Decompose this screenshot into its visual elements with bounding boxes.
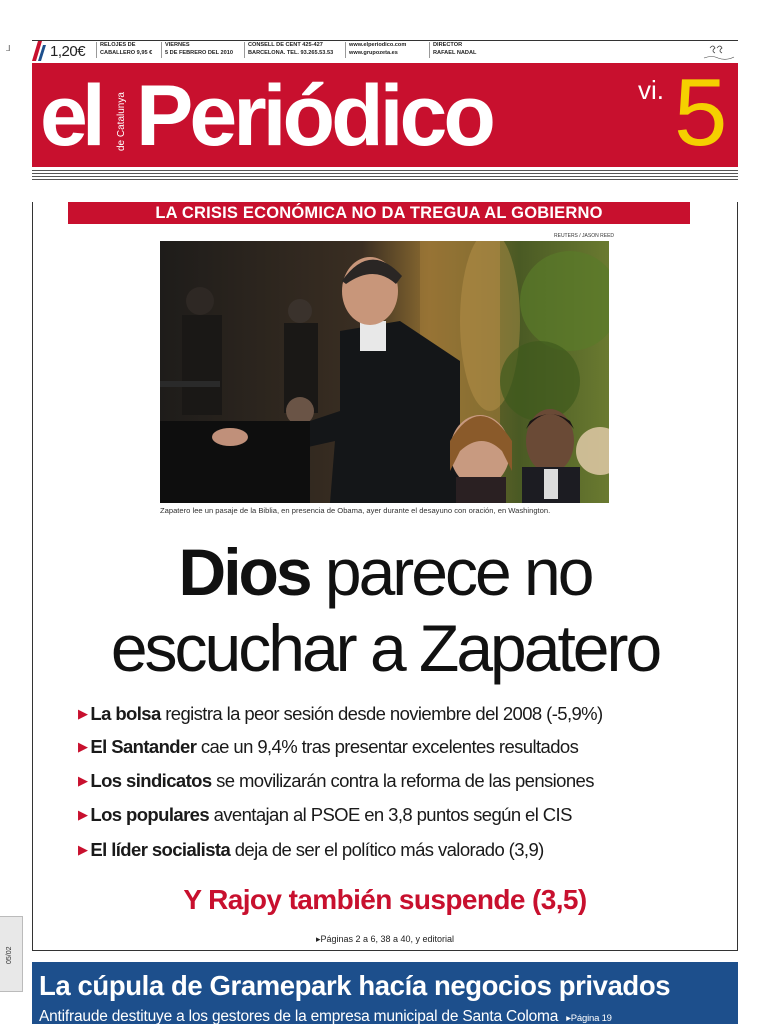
frame-bottom	[32, 950, 738, 951]
day-number: 5	[674, 63, 728, 166]
logo-region: de Catalunya	[116, 92, 127, 151]
info-text: www.grupozeta.es	[349, 49, 398, 56]
info-col-address	[248, 42, 333, 57]
info-col-director	[433, 42, 476, 57]
price: 1,20€	[50, 42, 86, 60]
bullet-lead: La bolsa	[90, 703, 161, 724]
info-text: VIERNES	[165, 42, 190, 48]
info-separator	[345, 42, 346, 58]
info-col-web	[349, 42, 406, 57]
signature-icon	[700, 42, 740, 62]
info-text: CABALLERO 9,95 €	[100, 49, 153, 56]
highlight-headline[interactable]: Y Rajoy también suspende (3,5)	[183, 884, 587, 915]
price-box	[32, 40, 90, 62]
price-stripes-icon	[32, 41, 46, 61]
kicker-banner: LA CRISIS ECONÓMICA NO DA TREGUA AL GOBIERNO	[68, 202, 690, 224]
masthead	[32, 63, 738, 167]
headline-strong: Dios	[178, 535, 310, 609]
info-col-date	[165, 42, 233, 57]
photo-illustration	[160, 241, 609, 503]
frame-right	[737, 202, 738, 950]
headline-line-1	[40, 536, 730, 608]
triangle-arrow-icon: ▶	[78, 842, 88, 857]
bullet-lead: El líder socialista	[90, 839, 231, 860]
frame-left	[32, 202, 33, 950]
top-rule	[32, 40, 738, 41]
bullet-item[interactable]	[78, 769, 594, 793]
side-mark: ⅃	[6, 44, 11, 53]
info-text: CONSELL DE CENT 425-427	[248, 42, 323, 48]
masthead-rule	[32, 179, 738, 180]
bullet-text: registra la peor sesión desde noviembre del 2008 (-5,9%)	[160, 703, 603, 724]
banner-subtitle	[39, 1008, 612, 1024]
logo-main: Periódico	[136, 68, 492, 164]
banner-page-ref[interactable]: ▸Página 19	[566, 1013, 612, 1024]
day-abbr: vi.	[638, 75, 664, 105]
info-text: www.elperiodico.com	[349, 42, 407, 48]
bullet-item[interactable]	[78, 803, 572, 827]
bullet-lead: El Santander	[90, 736, 197, 757]
photo-credit: REUTERS / JASON REED	[554, 233, 615, 239]
bullet-lead: Los sindicatos	[90, 770, 212, 791]
bullet-text: aventajan al PSOE en 3,8 puntos según el CIS	[209, 804, 572, 825]
triangle-arrow-icon: ▶	[78, 739, 88, 754]
bullet-item[interactable]	[78, 702, 603, 726]
info-col-watches	[100, 42, 152, 57]
news-photo[interactable]	[160, 241, 609, 503]
headline-line-2: escuchar a Zapatero	[110, 611, 660, 685]
triangle-arrow-icon: ▶	[78, 807, 88, 822]
masthead-rule	[32, 170, 738, 171]
info-separator	[161, 42, 162, 58]
photo-caption: Zapatero lee un pasaje de la Biblia, en presencia de Obama, ayer durante el desayuno con oración, en Washington.	[160, 506, 551, 515]
banner-subtitle-text: Antifraude destituye a los gestores de la empresa municipal de Santa Coloma	[39, 1008, 559, 1024]
logo-el: el	[40, 68, 100, 164]
bullet-lead: Los populares	[90, 804, 210, 825]
triangle-arrow-icon: ▶	[78, 706, 88, 721]
info-text: RAFAEL NADAL	[433, 49, 477, 56]
bullet-text: cae un 9,4% tras presentar excelentes resultados	[196, 736, 579, 757]
triangle-arrow-icon: ▶	[78, 773, 88, 788]
stub-date: 05/02	[6, 946, 13, 964]
bottom-banner[interactable]	[32, 962, 738, 1024]
info-separator	[96, 42, 97, 58]
info-separator	[244, 42, 245, 58]
pages-reference[interactable]: ▸Páginas 2 a 6, 38 a 40, y editorial	[315, 934, 455, 944]
masthead-rule	[32, 176, 738, 177]
bullet-item[interactable]	[78, 838, 544, 862]
headline-light: parece no	[309, 535, 592, 609]
bullet-text: se movilizarán contra la reforma de las pensiones	[211, 770, 594, 791]
bullet-text: deja de ser el político más valorado (3,9)	[230, 839, 544, 860]
masthead-rule	[32, 173, 738, 174]
info-text: DIRECTOR	[433, 42, 463, 48]
banner-title: La cúpula de Gramepark hacía negocios privados	[39, 970, 671, 1001]
info-separator	[429, 42, 430, 58]
bullet-item[interactable]	[78, 735, 578, 759]
info-text: RELOJES DE	[100, 42, 136, 48]
info-text: 5 DE FEBRERO DEL 2010	[165, 49, 233, 56]
info-text: BARCELONA. TEL. 93.265.53.53	[248, 49, 334, 56]
